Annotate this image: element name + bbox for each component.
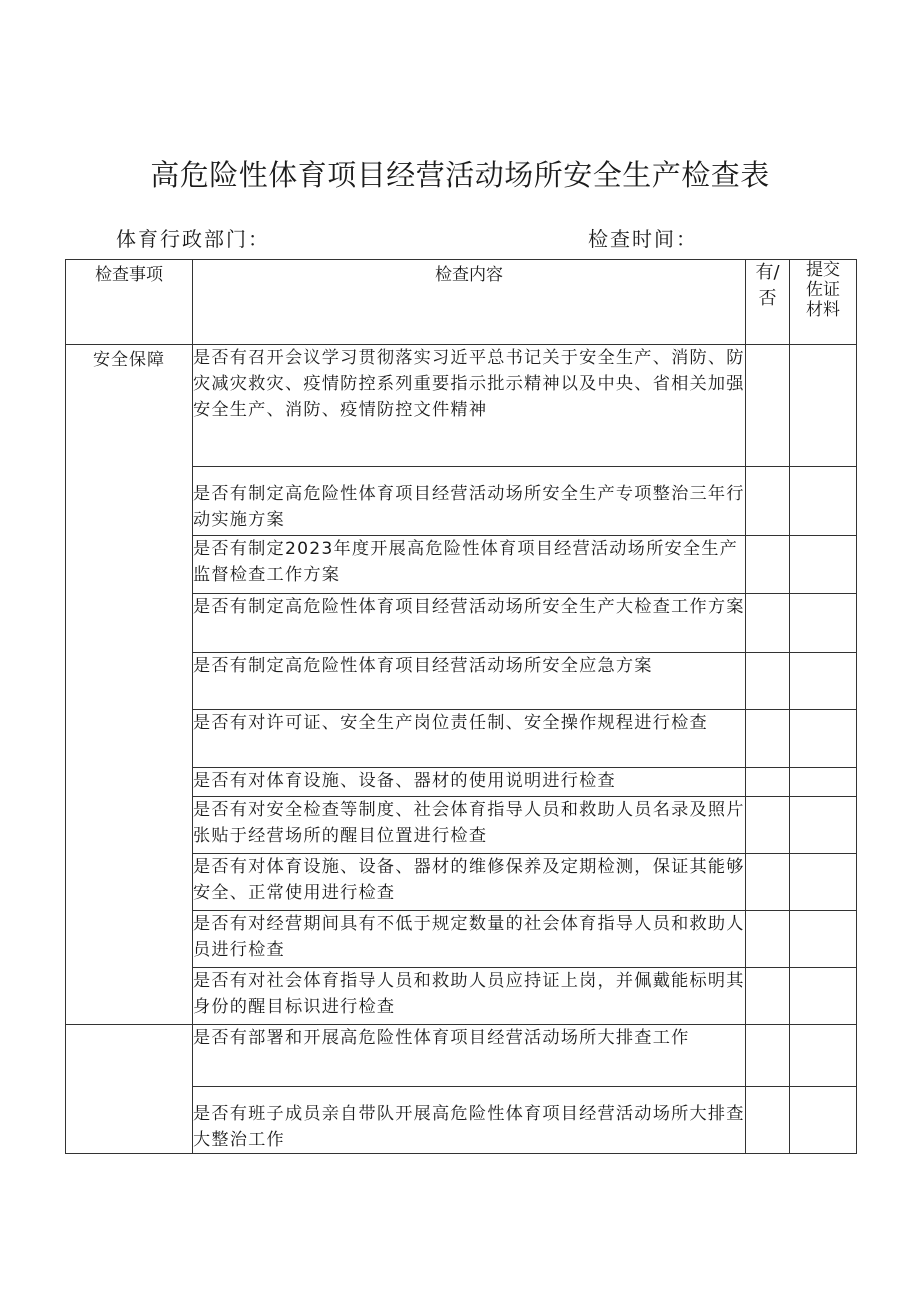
evidence-cell[interactable]	[790, 797, 857, 854]
yes-no-cell[interactable]	[746, 768, 790, 797]
header-yes-no-line2: 否	[758, 288, 777, 309]
content-cell: 是否有制定高危险性体育项目经营活动场所安全应急方案	[193, 653, 746, 710]
table-header-row	[66, 260, 857, 345]
header-evidence-line2: 佐证	[806, 280, 840, 300]
evidence-cell[interactable]	[790, 710, 857, 768]
yes-no-cell[interactable]	[746, 467, 790, 536]
content-cell: 是否有制定高危险性体育项目经营活动场所安全生产专项整治三年行动实施方案	[193, 467, 746, 536]
category-safety-guarantee: 安全保障	[66, 345, 193, 1025]
content-cell: 是否有制定高危险性体育项目经营活动场所安全生产大检查工作方案	[193, 594, 746, 653]
evidence-cell[interactable]	[790, 911, 857, 968]
page-title: 高危险性体育项目经营活动场所安全生产检查表	[150, 158, 770, 192]
content-cell: 是否有班子成员亲自带队开展高危险性体育项目经营活动场所大排查大整治工作	[193, 1087, 746, 1154]
evidence-cell[interactable]	[790, 768, 857, 797]
yes-no-cell[interactable]	[746, 594, 790, 653]
inspection-table	[65, 259, 857, 1154]
content-cell: 是否有对经营期间具有不低于规定数量的社会体育指导人员和救助人员进行检查	[193, 911, 746, 968]
evidence-cell[interactable]	[790, 1025, 857, 1087]
evidence-cell[interactable]	[790, 467, 857, 536]
department-label: 体育行政部门：	[116, 227, 270, 251]
yes-no-cell[interactable]	[746, 797, 790, 854]
content-cell: 是否有部署和开展高危险性体育项目经营活动场所大排查工作	[193, 1025, 746, 1087]
yes-no-cell[interactable]	[746, 536, 790, 594]
yes-no-cell[interactable]	[746, 1025, 790, 1087]
yes-no-cell[interactable]	[746, 911, 790, 968]
table-row	[66, 1025, 857, 1087]
header-evidence	[790, 260, 857, 345]
evidence-cell[interactable]	[790, 1087, 857, 1154]
content-cell: 是否有对安全检查等制度、社会体育指导人员和救助人员名录及照片张贴于经营场所的醒目位置进行检查	[193, 797, 746, 854]
table-row	[66, 345, 857, 467]
category-blank	[66, 1025, 193, 1154]
content-cell: 是否有对社会体育指导人员和救助人员应持证上岗，并佩戴能标明其身份的醒目标识进行检查	[193, 968, 746, 1025]
header-inspection-item: 检查事项	[66, 260, 193, 345]
yes-no-cell[interactable]	[746, 345, 790, 467]
yes-no-cell[interactable]	[746, 968, 790, 1025]
header-evidence-line3: 材料	[806, 300, 840, 320]
yes-no-cell[interactable]	[746, 653, 790, 710]
content-cell: 是否有召开会议学习贯彻落实习近平总书记关于安全生产、消防、防灾减灾救灾、疫情防控系列重要指示批示精神以及中央、省相关加强安全生产、消防、疫情防控文件精神	[193, 345, 746, 467]
inspection-time-label: 检查时间：	[588, 227, 698, 251]
content-cell: 是否有制定2023年度开展高危险性体育项目经营活动场所安全生产监督检查工作方案	[193, 536, 746, 594]
yes-no-cell[interactable]	[746, 854, 790, 911]
header-evidence-line1: 提交	[806, 260, 840, 280]
evidence-cell[interactable]	[790, 653, 857, 710]
yes-no-cell[interactable]	[746, 710, 790, 768]
yes-no-cell[interactable]	[746, 1087, 790, 1154]
content-cell: 是否有对体育设施、设备、器材的使用说明进行检查	[193, 768, 746, 797]
header-yes-no-line1: 有/	[755, 262, 780, 283]
content-cell: 是否有对体育设施、设备、器材的维修保养及定期检测，保证其能够安全、正常使用进行检查	[193, 854, 746, 911]
header-yes-no	[746, 260, 790, 345]
content-cell: 是否有对许可证、安全生产岗位责任制、安全操作规程进行检查	[193, 710, 746, 768]
evidence-cell[interactable]	[790, 594, 857, 653]
evidence-cell[interactable]	[790, 345, 857, 467]
evidence-cell[interactable]	[790, 536, 857, 594]
header-inspection-content: 检查内容	[193, 260, 746, 345]
evidence-cell[interactable]	[790, 968, 857, 1025]
evidence-cell[interactable]	[790, 854, 857, 911]
